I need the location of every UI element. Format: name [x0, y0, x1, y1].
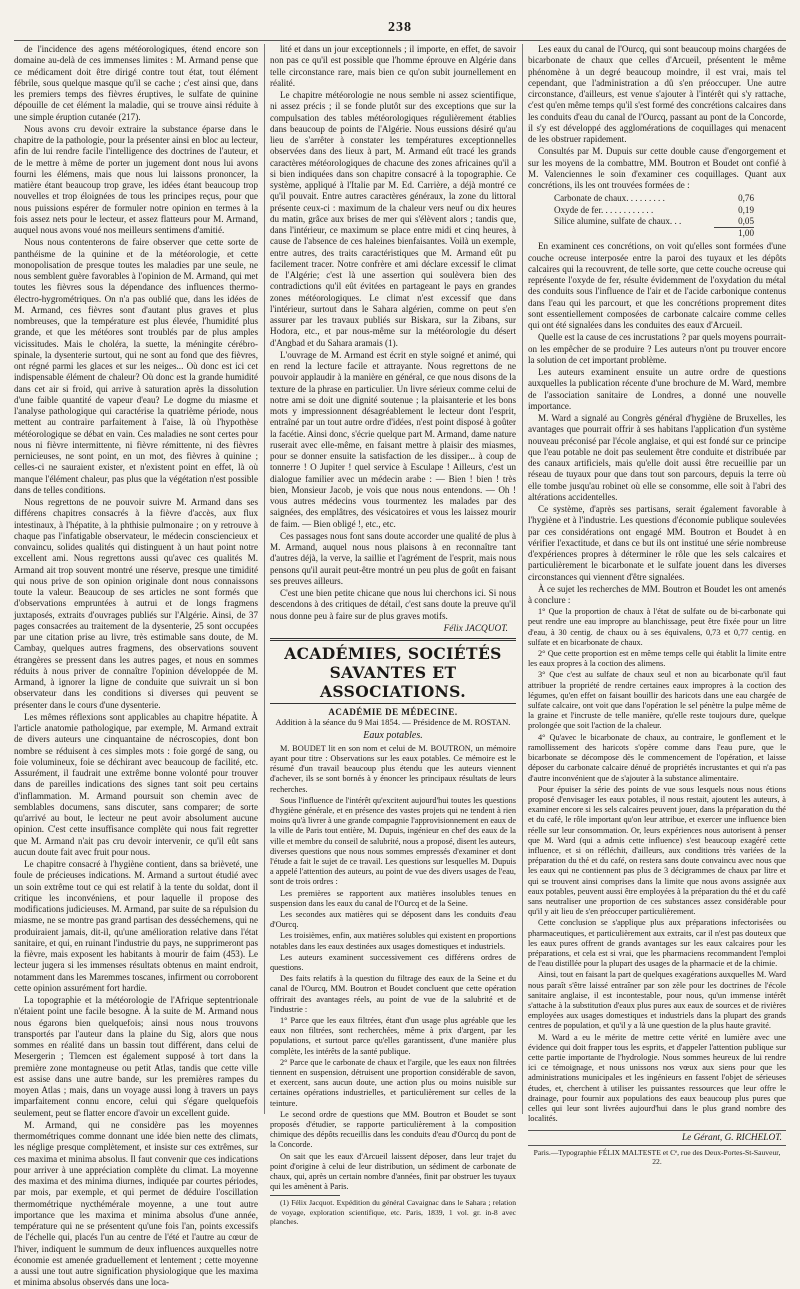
- paragraph: Ainsi, tout en faisant la part de quelques exagérations auxquelles M. Ward nous paraît s'être laissé entraîner par son zèle pour les doctrines de l'école sanitaire anglaise, il est incontestable, pour nous, qu'un immense intérêt s'attache à la substitution d'eaux plus pures aux eaux de sources et de rivières employées aux usages domestiques et industriels dans la plupart des grands centres de population, et qu'il y a là une question de la plus haute gravité.: [528, 970, 786, 1031]
- manager-signature: Le Gérant, G. RICHELOT.: [528, 1130, 786, 1143]
- paragraph: Nous regrettons de ne pouvoir suivre M. Armand dans ses différens chapitres consacrés à la fièvre d'accès, aux flux intestinaux, à l'hépatite, à la phthisie pulmonaire ; on y retrouve à chaque pas l'infatigable observateur, le médecin consciencieux et convaincu, solides qualités qui distinguent à un haut point notre excellent ami. Nous regrettons aussi qu'avec ces qualités M. Armand ait trop souvent montré une réserve, presque une timidité qui nous prive de son opinion originale dont nous connaissons toute la valeur. Beaucoup de ses articles ne sont formés que d'observations empruntées à autrui et de longs fragmens juxtaposés, extraits d'ouvrages publiés sur l'Algérie. Ainsi, de 37 pages consacrées au traitement de la dysenterie, 25 sont occupées par une citation prise au livre, très estimable sans doute, de M. Cambay, quelques autres fragmens, des observations souvent étrangères se pressent dans les autres pages, et nous en sommes réduits à nous priver de connaître l'opinion développée de M. Armand, à ignorer la ligne de conduite que suivrait un si bon observateur dans les conditions si diverses qui peuvent se présenter dans le cours d'une dysenterie.: [14, 497, 258, 710]
- paragraph: Nous nous contenterons de faire observer que cette sorte de panthéisme de la quinine et de la météorologie, et cette monopolisation de presque toutes les maladies par une seule, ne nous semblent guère favorables à l'opinion de M. Armand, qui met toutes les fièvres sous la dépendance des influences thermo-électro-hygrométriques. On n'a pas oublié que, dans les idées de M. Armand, ces fièvres sont d'autant plus graves et plus nombreuses, que la température est plus élevée, l'humidité plus grande, et que les météores sont troublés par de plus amples vicissitudes. Mais le choléra, la suette, la méningite cérébro-spinale, la dysenterie surtout, qui ne sont au fond que des fièvres, ont régné parmi les glaces et sur les neiges... Où donc est ici cet indispensable élément de chaleur? Où donc est la grande humidité dans cet air si froid, qui arrive à saturation après la dissolution d'une faible quantité de vapeur d'eau? Le dogme du miasme et l'analyse pathologique qui caractérise la quatrième période, nous mettent au contraire parfaitement à l'aise, là où l'hypothèse météorologique se débat en vain. Ces maladies ne sont certes pour nous ni fièvre intermittente, ni fièvre rémittente, ni des fièvres pernicieuses, ne sont point, en un mot, des fièvres à quinine ; celles-ci ne sauraient exister, et n'existent point en effet, là où manque l'élément chaleur, pas plus que la végétation n'est possible dans de telles conditions.: [14, 237, 258, 495]
- paragraph: Ces passages nous font sans doute accorder une qualité de plus à M. Armand, auquel nous nous plaisons à en reconnaître tant d'autres déjà, la verve, la saillie et l'agrément de l'esprit, mais nous pensons qu'il aurait peut-être montré un peu plus de goût en faisant ses preuves ailleurs.: [270, 530, 516, 586]
- subsection-title: Eaux potables.: [363, 729, 423, 741]
- composition-row: [554, 216, 786, 227]
- column-3: [528, 44, 786, 1167]
- paragraph: 1° Parce que les eaux filtrées, étant d'un usage plus agréable que les eaux non filtrées, sont recherchées, même à prix d'argent, par les populations, et surtout parce qu'elles garantissent, d'une manière plus complète, les intérêts de la santé publique.: [270, 1016, 516, 1056]
- page-number: 238: [388, 20, 412, 35]
- paragraph: 2° Parce que le carbonate de chaux et l'argile, que les eaux non filtrées tiennent en suspension, détruisent une proportion considérable de savon, et exercent, sans aucun doute, une action plus ou moins nuisible sur certaines opérations industrielles, et particulièrement sur celles de la teinture.: [270, 1057, 516, 1108]
- paragraph: Les auteurs examinent ensuite un autre ordre de questions auxquelles la publication récente d'une brochure de M. Ward, membre de l'association sanitaire de Londres, a donné une nouvelle importance.: [528, 367, 786, 411]
- header-rule: [14, 40, 786, 41]
- footnote: (1) Félix Jacquot. Expédition du général Cavaignac dans le Sahara ; relation de voyage, exploration scientifique, etc. Paris, 1839, 1 vol. gr. in-8 avec planches.: [270, 1198, 516, 1227]
- paragraph: de l'incidence des agens météorologiques, étend encore son domaine au-delà de ces immenses limites : M. Armand pense que ce médicament doit être dirigé contre tout état, tout élément fébrile, sous quelque masque qu'il se cache ; c'est ainsi que, dans les premiers temps des fièvres éruptives, le sulfate de quinine dépouille de cet élément la maladie, qui se trouve ainsi réduite à une simple éruption cutanée (217).: [14, 44, 258, 122]
- paragraph: Consultés par M. Dupuis sur cette double cause d'engorgement et sur les moyens de la combattre, MM. Boutron et Boudet ont confié à M. Valenciennes le soin d'examiner ces coquillages. Quant aux concrétions, ils les ont trouvées formées de :: [528, 146, 786, 190]
- paragraph: Sous l'influence de l'intérêt qu'excitent aujourd'hui toutes les questions d'hygiène générale, et en présence des vastes projets qui ne tendent à rien moins qu'à livrer à une grande compagnie l'approvisionnement en eaux de la ville de Paris tout entière, M. Dupuis, ingénieur en chef des eaux de la ville et membre du conseil de salubrité, nous a proposé, disent les auteurs, diverses questions que nous nous sommes empressés d'examiner et dont l'étude a fait le sujet de ce travail. Les questions sur lesquelles M. Dupuis a appelé l'attention des auteurs, au point de vue des divers usages de l'eau, sont de trois ordres :: [270, 795, 516, 887]
- footnote-rule: [270, 1195, 340, 1196]
- conclusion-item: 3° Que c'est au sulfate de chaux seul et non au bicarbonate qu'il faut attribuer la propriété de rendre certaines eaux impropres à la coction des légumes, qu'en effet on faisant bouillir des haricots dans une eau chargée de sulfate calcaire, ont voit que dans l'opération le sel pénètre la pulpe même de la graine et l'incruste de telle manière, qu'elle reste toujours dure, quelque prolongée que soit l'action de la chaleur.: [528, 670, 786, 731]
- paragraph: Les secondes aux matières qui se déposent dans les conduits d'eau d'Ourcq.: [270, 910, 516, 930]
- paragraph: Le second ordre de questions que MM. Boutron et Boudet se sont proposés d'étudier, se rapporte particulièrement à la composition chimique des dépôts recueillis dans les conduits d'eau d'Ourcq du pont de la Concorde.: [270, 1109, 516, 1150]
- paragraph: M. Armand, qui ne considère pas les moyennes thermométriques comme donnant une idée bien nette des climats, les néglige presque complètement, et insiste sur ces extrêmes, sur ces maxima et minima absolus. Il faut convenir que ces indications pour arriver à une appréciation complète du climat. La moyenne des maxima et des minima diurnes, indiquée par courtes périodes, par mois, par exemple, et qui permet de déduire l'oscillation thermométrique nycthémérale moyenne, a une tout autre importance que les maxima et minima absolus d'une année, température qui ne se présentent qu'une fois l'an, points excessifs de l'échelle qui, placés l'un au centre de l'été et l'autre au cœur de l'hiver, indiquent le summum de deux influences auxquelles notre économie est amenée graduellement et lentement ; cette moyenne a aussi une tout autre signification physiologique que les maxima et minima absolus observés dans une loca-: [14, 1119, 258, 1288]
- paragraph: M. Ward a eu le mérite de mettre cette vérité en lumière avec une évidence qui doit frapper tous les esprits, et d'appeler l'attention publique sur cette partie importante de l'hydrologie. Nous sommes heureux de lui rendre ici ce témoignage, et nous unissons nos vœux aux siens pour que les administrations municipales et les ingénieurs en fassent l'objet de sérieuses études, et, cherchent à utiliser les puissantes ressources que leur offre le drainage, pour fournir aux populations des eaux beaucoup plus pures que celles qui leur sont livrées aujourd'hui dans le plus grand nombre des localités.: [528, 1032, 786, 1124]
- paragraph: On sait que les eaux d'Arcueil laissent déposer, dans leur trajet du point d'origine à celui de leur distribution, un sédiment de carbonate de chaux, qui, après un certain nombre d'années, finit par obstruer les tuyaux qui les amènent à Paris.: [270, 1151, 516, 1192]
- paragraph: Le chapitre météorologie ne nous semble ni assez scientifique, ni assez précis ; il se fonde plutôt sur des exceptions que sur la compulsation des tables météorologiques régulièrement établies dans beaucoup de points de l'Algérie. Nous eussions désiré qu'au lieu de s'arrêter à constater les températures exceptionnelles observées dans des lieux à part, M. Armand eût tracé les grands caractères météorologiques de chacune des zones africaines qu'il a si bien indiquées dans son chapitre consacré à la topographie. Ce système, appliqué à l'Italie par M. Ed. Carrière, a déjà montré ce qu'il pouvait. Entre autres caractères généraux, la zone du littoral présente ceux-ci : maximum de la chaleur vers neuf ou dix heures du matin, grâce aux brises de mer qui s'élèvent alors ; tandis que, dans l'intérieur, ce maximum se place entre midi et cinq heures, à cause de l'absence de ces haleines bienfaisantes. Voilà un exemple, entre autres, des traits caractéristiques que M. Armand eût pu facilement tracer. Notre confrère et ami déclare excessif le climat de l'Algérie; c'est là une assertion qui soulèvera bien des contradictions qu'il eût évitées en partageant le pays en grandes zones météorologiques. Le climat n'est excessif que dans l'intérieur, surtout dans le Sahara algérien, comme on peut s'en assurer par les travaux publiés sur Biskara, sur la Zibans, sur Hodora, etc., et par nous-même sur la météorologie du désert d'Angbad et du Sahara aramais (1).: [270, 90, 516, 348]
- paragraph: M. BOUDET lit en son nom et celui de M. BOUTRON, un mémoire ayant pour titre : Observations sur les eaux potables. Ce mémoire est le résumé d'un travail beaucoup plus étendu que les auteurs viennent d'achever, ils se sont bornés à y énoncer les principaux résultats de leurs recherches.: [270, 743, 516, 794]
- paragraph: Les premières se rapportent aux matières insolubles tenues en suspension dans les eaux du canal de l'Ourcq et de la Seine.: [270, 888, 516, 908]
- author-signature: Félix JACQUOT.: [443, 623, 508, 634]
- paragraph: Des faits relatifs à la question du filtrage des eaux de la Seine et du canal de l'Ourcq, MM. Boutron et Boudet concluent que cette opération offrirait des avantages réels, au point de vue de la salubrité et de l'industrie :: [270, 974, 516, 1014]
- column-divider: [522, 44, 523, 1114]
- paragraph: C'est une bien petite chicane que nous lui cherchons ici. Si nous descendons à des critiques de détail, c'est sans doute la preuve qu'il nous donne peu à faire sur de plus graves motifs.: [270, 588, 516, 621]
- paragraph: Les eaux du canal de l'Ourcq, qui sont beaucoup moins chargées de bicarbonate de chaux que celles d'Arcueil, présentent le même phénomène à un degré beaucoup moindre, il est vrai, mais tel cependant, que l'administration a dû s'en préoccuper. Une autre circonstance, d'ailleurs, est venue s'ajouter à l'intérêt qui s'y rattache, c'est qu'en même temps qu'il s'est formé des concrétions calcaires dans les conduits d'eau du canal de l'Ourcq, passant au pont de la Concorde, il s'y est développé des agglomérations de coquillages qui menacent de les obstruer rapidement.: [528, 44, 786, 144]
- paragraph: Pour épuiser la série des points de vue sous lesquels nous nous étions proposé d'envisager les eaux potables, il nous restait, ajoutent les auteurs, à examiner encore si les sels calcaires peuvent jouer, dans la préparation du thé et du café, le rôle important qu'on leur attribue, et exercer une influence bien réelle sur leur consommation. Or, leurs expériences nous autorisent à penser que M. Ward (qui a admis cette influence) s'est beaucoup exagéré cette influence, et si on réfléchit, d'ailleurs, aux conditions très variées de la préparation du thé et du café, on restera sans doute convaincu avec nous que les eaux qui ne contiennent pas plus de 3 décigrammes de chaux par litre et qui se trouvent ainsi comprises dans la limite que nous avons assignée aux eaux potables, peuvent aussi être employées à la préparation du thé et du café sans neutraliser une proportion de ces substances assez considérable pour qu'il y ait lieu de s'en préoccuper particulièrement.: [528, 784, 786, 917]
- composition-name: Silice alumine, sulfate de chaux. . .: [554, 215, 682, 226]
- paragraph: Les auteurs examinent successivement ces différens ordres de questions.: [270, 952, 516, 973]
- paragraph: Ce système, d'après ses partisans, serait également favorable à l'hygiène et à l'industrie. Les questions d'économie publique soulevées par ces considérations ont engagé MM. Boutron et Boudet à en vérifier l'exactitude, et dans ce but ils ont institué une série nombreuse d'expériences propres à déterminer le rôle que les sels calcaires et particulièrement le bicarbonate et le sulfate jouent dans les diverses circonstances qui viennent d'être signalées.: [528, 504, 786, 582]
- session-line: Addition à la séance du 9 Mai 1854. — Présidence de M. ROSTAN.: [275, 716, 511, 727]
- paragraph: M. Ward a signalé au Congrès général d'hygiène de Bruxelles, les avantages que pourrait offrir à ses habitans l'application d'un système nouveau préconisé par l'école anglaise, et qui est fondé sur ce principe que l'eau potable ne doit pas seulement être conduite et distribuée par des canaux artificiels, mais qu'elle doit aussi être recueillie par un réseau de tuyaux pour que dans tout son parcours, depuis la terre où elle tombe jusqu'au robinet où elle se consomme, elle soit à l'abri des altérations accidentelles.: [528, 413, 786, 502]
- section-title: ACADÉMIES, SOCIÉTÉS SAVANTES ET ASSOCIATIONS.: [270, 638, 516, 704]
- composition-value: 0,05: [738, 215, 754, 226]
- composition-value: 0,76: [738, 193, 754, 204]
- column-1: [14, 44, 258, 1288]
- paragraph: lité et dans un jour exceptionnels ; il importe, en effet, de savoir non pas ce qu'il est possible que l'homme éprouve en Algérie dans telle circonstance rare, mais bien ce qu'on subit journellement en réalité.: [270, 44, 516, 88]
- academy-title: ACADÉMIE DE MÉDECINE.: [328, 706, 458, 717]
- conclusion-item: 4° Qu'avec le bicarbonate de chaux, au contraire, le gonflement et le ramollissement des haricots s'opère comme dans l'eau pure, que le bicarbonate se décompose dès le commencement de l'opération, et laisse déposer du carbonate calcaire dénué de propriétés incrustantes et qui n'a pas d'autre inconvénient que de s'ajouter à la substance alimentaire.: [528, 732, 786, 783]
- composition-name: Oxyde de fer. . . . . . . . . . . .: [554, 204, 654, 215]
- paragraph: Nous avons cru devoir extraire la substance éparse dans le chapitre de la pathologie, pour la présenter ainsi en bloc au lecteur, afin de lui rendre facile l'intelligence des doctrines de l'auteur, et de le mettre à même de porter un jugement dont nous lui avons fourni les élémens, mais que nous lui laissons prononcer, la matière étant beaucoup trop grave, les idées étant beaucoup trop nouvelles et trop éloignées de tous les principes reçus, pour que nous puissions espérer de formuler notre opinion en termes à la fois assez nets pour le lecteur, et assez flatteurs pour M. Armand, auquel nous avons voué nos meilleurs sentimens d'amitié.: [14, 123, 258, 235]
- composition-value: 0,19: [738, 204, 754, 215]
- conclusion-item: 2° Que cette proportion est en même temps celle qui établit la limite entre les eaux propres à la coction des alimens.: [528, 649, 786, 669]
- paragraph: En examinent ces concrétions, on voit qu'elles sont formées d'une couche ocreuse interposée entre la paroi des tuyaux et les dépôts calcaires qui la recouvrent, de telle sorte, que cette couche ocreuse qui représente l'oxyde de fer, résulte évidemment de l'oxydation du métal des conduits sous l'influence de l'air et de l'acide carbonique contenus dans l'eau qui les parcourt, et que les concrétions proprement dites sont essentiellement composées de carbonate calcaire comme celles qui ont été signalées dans les conduites des eaux d'Arcueil.: [528, 241, 786, 330]
- paragraph: À ce sujet les recherches de MM. Boutron et Boudet les ont amenés à conclure :: [528, 583, 786, 605]
- paragraph: Cette conclusion se s'applique plus aux préparations infectorisées ou pharmaceutiques, et particulièrement aux extraits, car il n'est pas douteux que les eaux pures offrent de grands avantages sur les eaux calcaires pour les préparations, et cela est si vrai, que les pharmaciens recommandent l'emploi de l'eau distillée pour la plupart des usages de la pharmacie et de la chimie.: [528, 918, 786, 969]
- paragraph: L'ouvrage de M. Armand est écrit en style soigné et animé, qui en rend la lecture facile et attrayante. Nous regrettons de ne pouvoir applaudir à la manière en général, ce que nous disons de la texture de la phrase en particulier. Un livre sérieux comme celui de notre ami se doit une dignité soutenue ; la plaisanterie et les bons mots y impressionnent désagréablement le lecteur dont l'esprit, entraîné par un tout autre ordre d'idées, n'est point disposé à goûter la facétie. Ainsi donc, s'écrie quelque part M. Armand, dame nature ruserait avec elle-même, en faisant mettre à plaisir des miasmes, pour se donner ensuite la satisfaction de les dissiper... à coup de tonnerre ! O Jupiter ! quel service à Esculape ! Ailleurs, c'est un dialogue familier avec un médecin arabe : — Bien ! bien ! très bien, Monsieur Jacob, je vois que nous nous entendons. — Oh ! vous autres médecins vous tourmentez les malades par des saignées, des emplâtres, des vésicatoires et vous les laissez mourir de faim. — Bien obligé !, etc., etc.: [270, 349, 516, 529]
- printer-imprint: Paris.—Typographie FÉLIX MALTESTE et Cᵉ, rue des Deux-Portes-St-Sauveur, 22.: [528, 1145, 786, 1166]
- composition-table: [528, 193, 786, 239]
- column-divider: [264, 44, 265, 1114]
- conclusion-item: 1° Que la proportion de chaux à l'état de sulfate ou de bi-carbonate qui peut rendre une eau impropre au blanchissage, peut être fixée pour un litre d'eau, à 30 centig. de chaux ou à ses équivalens, 0,73 et 0,77 centig. en sulfate et en bicarbonate de chaux.: [528, 607, 786, 647]
- paragraph: Les troisièmes, enfin, aux matières solubles qui existent en proportions notables dans les eaux destinées aux usages domestiques et industriels.: [270, 931, 516, 951]
- paragraph: Les mêmes réflexions sont applicables au chapitre hépatite. À l'article anatomie pathologique, par exemple, M. Armand extrait de divers auteurs une cinquantaine de nécroscopies, dont bon nombre se réduisent à ces simples mots : foie gorgé de sang, ou foie volumineux, foie se déchirant avec beaucoup de facilité, etc. Assurément, il faudrait une extrême bonne volonté pour trouver dans de pareilles indications des signes tant soit peu certains d'inflammation. M. Armand poursuit son chemin avec de semblables documens, sans discuter, sans comparer; de sorte qu'arrivé au bout, le lecteur ne peut avoir absolument aucune opinion. C'est cette insuffisance complète qui nous fait regretter que M. Armand n'ait pas cru devoir intervenir, ce qu'il eût sans aucun doute fait avec fruit pour nous.: [14, 711, 258, 857]
- composition-row: [554, 205, 786, 216]
- composition-name: Carbonate de chaux. . . . . . . . .: [554, 193, 665, 204]
- composition-row: [554, 193, 786, 204]
- paragraph: Le chapitre consacré à l'hygiène contient, dans sa brièveté, une foule de précieuses indications. M. Armand a surtout étudié avec un soin extrême tout ce qui est relatif à la tente du soldat, dont il critique les inconvéniens, et pour laquelle il propose des modifications judicieuses. M. Armand, par suite de sa répulsion du miasme, ne se montre pas grand partisan des desséchemens, qui ne produiraient jamais, dit-il, qu'une amélioration relative dans l'état sanitaire, et qui, en ruinant l'industrie du pays, ne supprimeront pas la fièvre, mais exposent les habitants à mourir de faim (453). Le lecteur jugera si les immenses résultats obtenus en maint endroit, notamment dans les Maremmes toscanes, infirment ou corroborent cette opinion assurément fort hardie.: [14, 859, 258, 993]
- paragraph: Quelle est la cause de ces incrustations ? par quels moyens pourrait-on les empêcher de se produire ? Les auteurs n'ont pu trouver encore la solution de cet important problème.: [528, 332, 786, 365]
- composition-total: 1,00: [714, 227, 754, 239]
- column-2: [270, 44, 516, 1227]
- paragraph: La topographie et la météorologie de l'Afrique septentrionale n'étaient point une facile besogne. À la suite de M. Armand nous nous égarons bien quelquefois; ainsi nous nous trouvons transportés par l'auteur dans la plaine du Sig, alors que nous sommes en réalité dans un bassin tout différent, dans celui de Mesergerin ; Tlemcen est également supposé à tort dans la première zone montagneuse ou petit Atlas, tandis que cette ville est assise dans une autre bande, sur les premières rampes du moyen Atlas ; mais, dans un voyage aussi long à travers un pays imparfaitement connu encore, celui qui s'égare quelquefois seulement, peut se flatter encore d'avoir un excellent guide.: [14, 995, 258, 1118]
